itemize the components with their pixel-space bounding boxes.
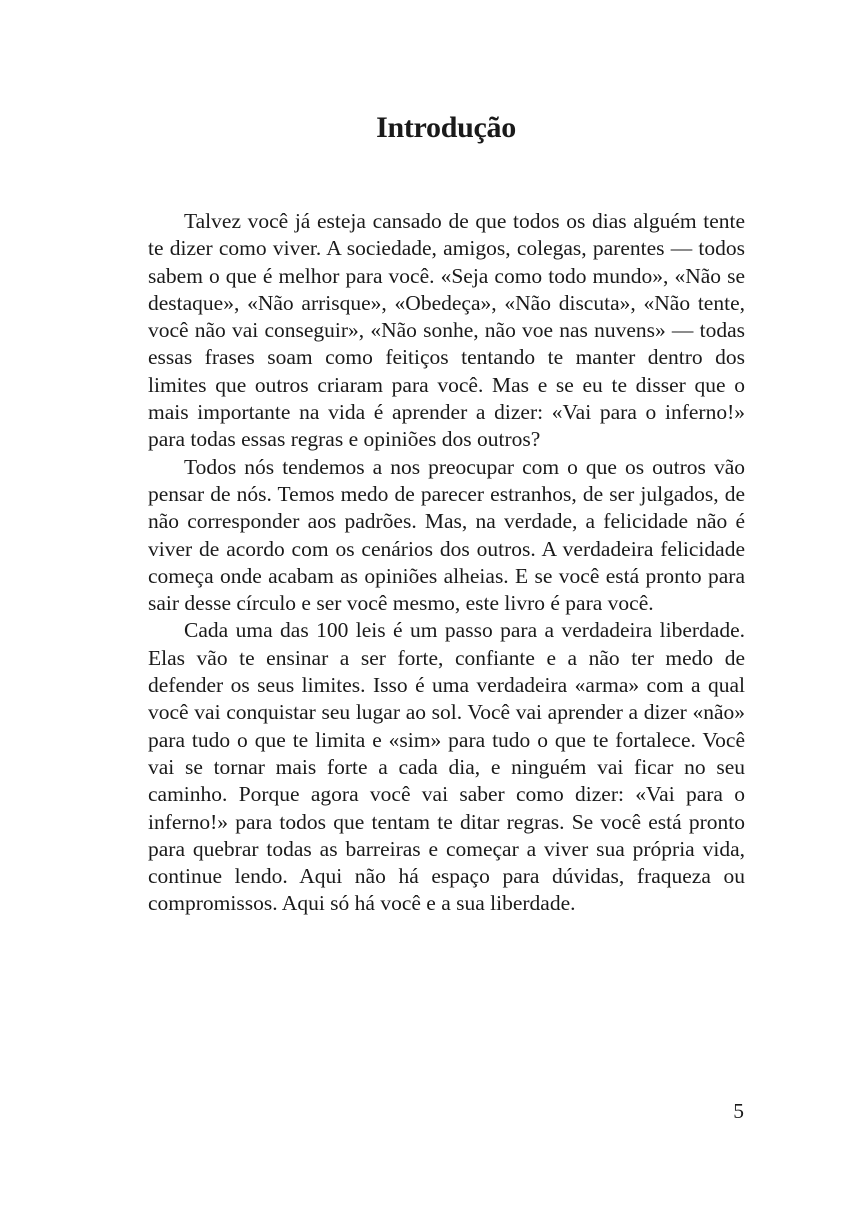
page-number: 5 xyxy=(733,1099,744,1123)
body-text xyxy=(148,208,745,918)
paragraph-3: Cada uma das 100 leis é um passo para a verdadeira liberdade. Elas vão te ensinar a ser forte, confiante e a não ter medo de defender os seus limites. Isso é uma verdadeira «arma» com a qual você vai conquistar seu lugar ao sol. Você vai aprender a dizer «não» para tudo o que te limita e «sim» para tudo o que te fortalece. Você vai se tornar mais forte a cada dia, e ninguém vai ficar no seu caminho. Porque agora você vai saber como dizer: «Vai para o inferno!» para todos que tentam te ditar regras. Se você está pronto para quebrar todas as barreiras e começar a viver sua própria vida, continue lendo. Aqui não há espaço para dúvidas, fraqueza ou compromissos. Aqui só há você e a sua liberdade. xyxy=(148,618,745,916)
paragraph-1: Talvez você já esteja cansado de que todos os dias alguém tente te dizer como viver. A sociedade, amigos, colegas, parentes — todos sabem o que é melhor para você. «Seja como todo mundo», «Não se destaque», «Não arrisque», «Obedeça», «Não discuta», «Não tente, você não vai conseguir», «Não sonhe, não voe nas nuvens» — todas essas frases soam como feitiços tentando te manter dentro dos limites que outros criaram para você. Mas e se eu te disser que o mais importante na vida é aprender a dizer: «Vai para o inferno!» para todas essas regras e opiniões dos outros? xyxy=(148,209,745,452)
paragraph-2: Todos nós tendemos a nos preocupar com o que os outros vão pensar de nós. Temos medo de parecer estranhos, de ser julgados, de não corresponder aos padrões. Mas, na verdade, a felicidade não é viver de acordo com os cenários dos outros. A verdadeira felicidade começa onde acabam as opiniões alheias. E se você está pronto para sair desse círculo e ser você mesmo, este livro é para você. xyxy=(148,454,745,616)
page-title: Introdução xyxy=(376,111,516,144)
